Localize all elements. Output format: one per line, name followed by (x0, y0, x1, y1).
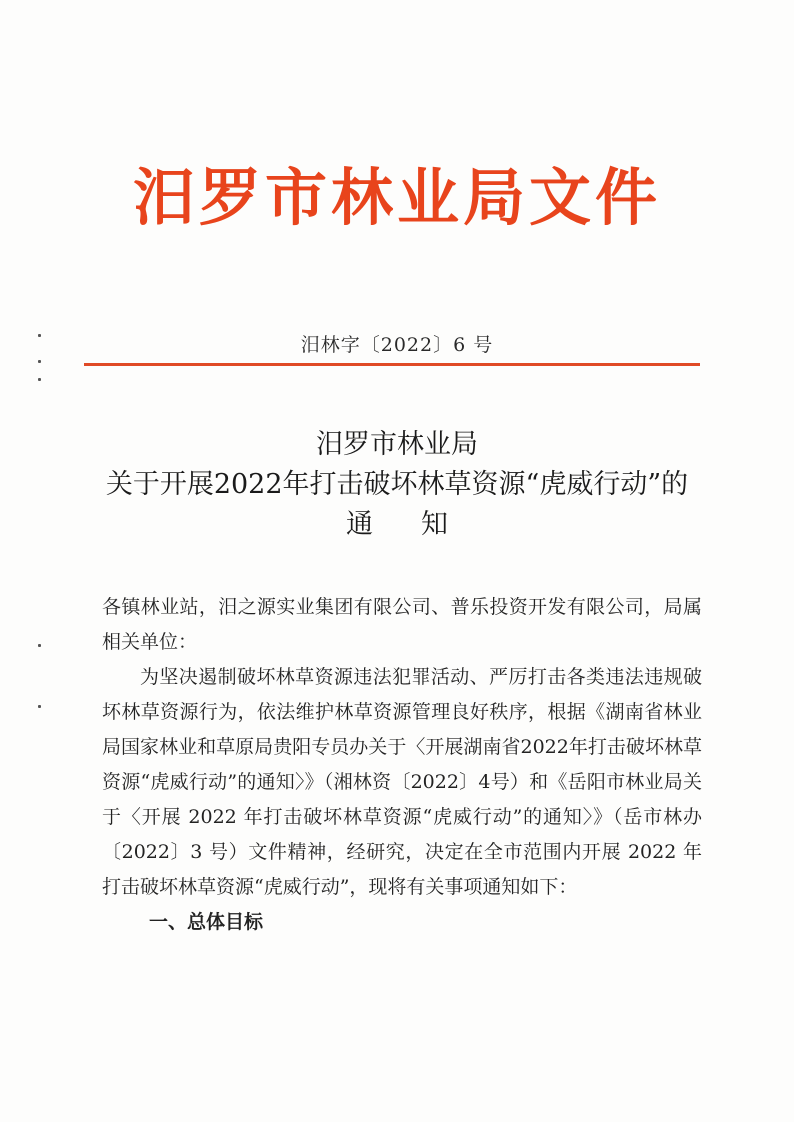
paragraph-1: 为坚决遏制破坏林草资源违法犯罪活动、严厉打击各类违法违规破坏林草资源行为，依法维护林草资源管理良好秩序，根据《湖南省林业局国家林业和草原局贵阳专员办关于〈开展湖南省2022年打击破坏林草资源“虎威行动”的通知〉》（湘林资〔2022〕4号）和《岳阳市林业局关于〈开展 2022 年打击破坏林草资源“虎威行动”的通知〉》（岳市林办〔2022〕3 号）文件精神，经研究，决定在全市范围内开展 2022 年打击破坏林草资源“虎威行动”，现将有关事项通知如下： (102, 666, 702, 898)
binding-mark (38, 360, 41, 363)
issuer-heading: 汨罗市林业局文件 (132, 161, 661, 234)
title-line-2: 关于开展2022年打击破坏林草资源“虎威行动”的 (105, 469, 689, 500)
title-line-3: 通知 (346, 509, 496, 540)
section-heading-1: 一、总体目标 (149, 911, 264, 933)
document-body (102, 590, 702, 940)
addressees: 各镇林业站，汨之源实业集团有限公司、普乐投资开发有限公司，局属相关单位： (102, 596, 702, 653)
binding-mark (38, 705, 41, 708)
title-line-1: 汨罗市林业局 (316, 429, 478, 460)
notice-title (0, 425, 794, 545)
red-divider-line (84, 363, 700, 366)
document-number: 汨林字〔2022〕6 号 (300, 334, 494, 356)
binding-mark (38, 644, 41, 647)
binding-mark (38, 378, 41, 381)
